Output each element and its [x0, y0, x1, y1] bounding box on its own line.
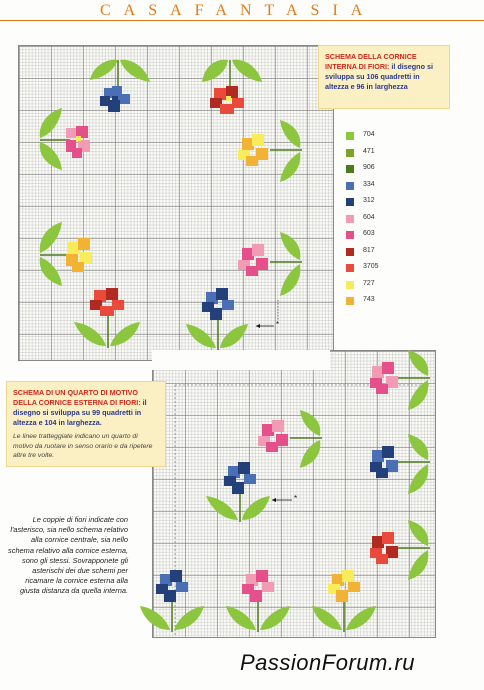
legend-item: [346, 295, 416, 312]
legend-code: 603: [363, 230, 375, 237]
legend-code: 334: [363, 180, 375, 188]
asterisk-explanation-note: Le coppie di fiori indicate con l'asterisco, sia nello schema relativo alla cornice centrale, sia nello schema relativo alla cornice esterna, sono gli stessi. Sovrapponete gli asterischi dei due schemi per ricamare la cornice esterna alla giusta distanza da quella interna.: [8, 515, 128, 596]
legend-item: [346, 163, 416, 180]
inner-asterisk-mark: *: [276, 320, 280, 329]
flower-inner-left-upper: [40, 108, 90, 170]
legend-swatch: [346, 264, 354, 272]
legend-code: 471: [363, 147, 375, 155]
callout-inner-frame: [318, 45, 450, 109]
legend-item: [346, 130, 416, 147]
legend-code: 3705: [363, 263, 379, 270]
legend-swatch: [346, 149, 354, 157]
watermark: PassionForum.ru: [240, 650, 416, 675]
flower-outer-inner-pink: [258, 410, 322, 468]
flower-inner-left-lower: [40, 222, 92, 286]
flower-outer-bottom-3: [312, 570, 376, 632]
legend-swatch: [346, 231, 354, 239]
legend-item: [346, 279, 416, 296]
flower-inner-bottom-left: [74, 288, 140, 348]
flower-outer-right-3: [370, 520, 430, 580]
flower-inner-bottom-right: [186, 288, 248, 350]
legend-swatch: [346, 165, 354, 173]
legend-swatch: [346, 248, 354, 256]
legend-code: 817: [363, 246, 375, 254]
legend-code: 743: [363, 296, 375, 303]
flower-inner-top-right: [202, 60, 262, 114]
outer-asterisk-mark: *: [294, 494, 298, 503]
legend-swatch: [346, 198, 354, 206]
legend-item: [346, 229, 416, 246]
legend-swatch: [346, 297, 354, 305]
callout-inner-highlight: SCHEMA DELLA CORNICE INTERNA DI FIORI:: [325, 52, 417, 71]
legend-code: 312: [363, 197, 375, 204]
flower-outer-inner-blue: [206, 462, 270, 522]
flower-outer-bottom-1: [140, 570, 204, 632]
legend-item: [346, 180, 416, 197]
legend-code: 604: [363, 213, 375, 221]
callout-outer-note: Le linee tratteggiate indicano un quarto di motivo da ruotare in senso orario e da ripetere altre tre volte.: [13, 433, 153, 459]
thread-color-legend: [346, 130, 416, 312]
header-title: CASAFANTASIA: [100, 2, 376, 19]
flower-outer-bottom-2: [226, 570, 290, 632]
flower-inner-right-upper: [238, 120, 302, 182]
legend-code: 906: [363, 164, 375, 171]
callout-outer-text: il disegno si sviluppa su 99 quadretti in altezza e 104 in larghezza.: [13, 398, 147, 427]
legend-swatch: [346, 132, 354, 140]
legend-item: [346, 196, 416, 213]
callout-inner-text: il disegno si sviluppa su 106 quadretti in altezza e 96 in larghezza: [325, 62, 433, 91]
legend-swatch: [346, 281, 354, 289]
legend-item: [346, 246, 416, 263]
flower-outer-right-2: [370, 434, 430, 494]
legend-item: [346, 213, 416, 230]
flower-outer-right-1: [370, 350, 430, 410]
callout-outer-frame: [6, 381, 166, 467]
flower-inner-top-left: [90, 58, 150, 112]
legend-item: [346, 262, 416, 279]
legend-code: 727: [363, 279, 375, 287]
legend-swatch: [346, 182, 354, 190]
flower-inner-right-lower: [238, 232, 302, 296]
legend-code: 704: [363, 131, 375, 138]
callout-outer-highlight: SCHEMA DI UN QUARTO DI MOTIVO DELLA CORNICE ESTERNA DI FIORI:: [13, 388, 141, 407]
legend-swatch: [346, 215, 354, 223]
legend-item: [346, 147, 416, 164]
